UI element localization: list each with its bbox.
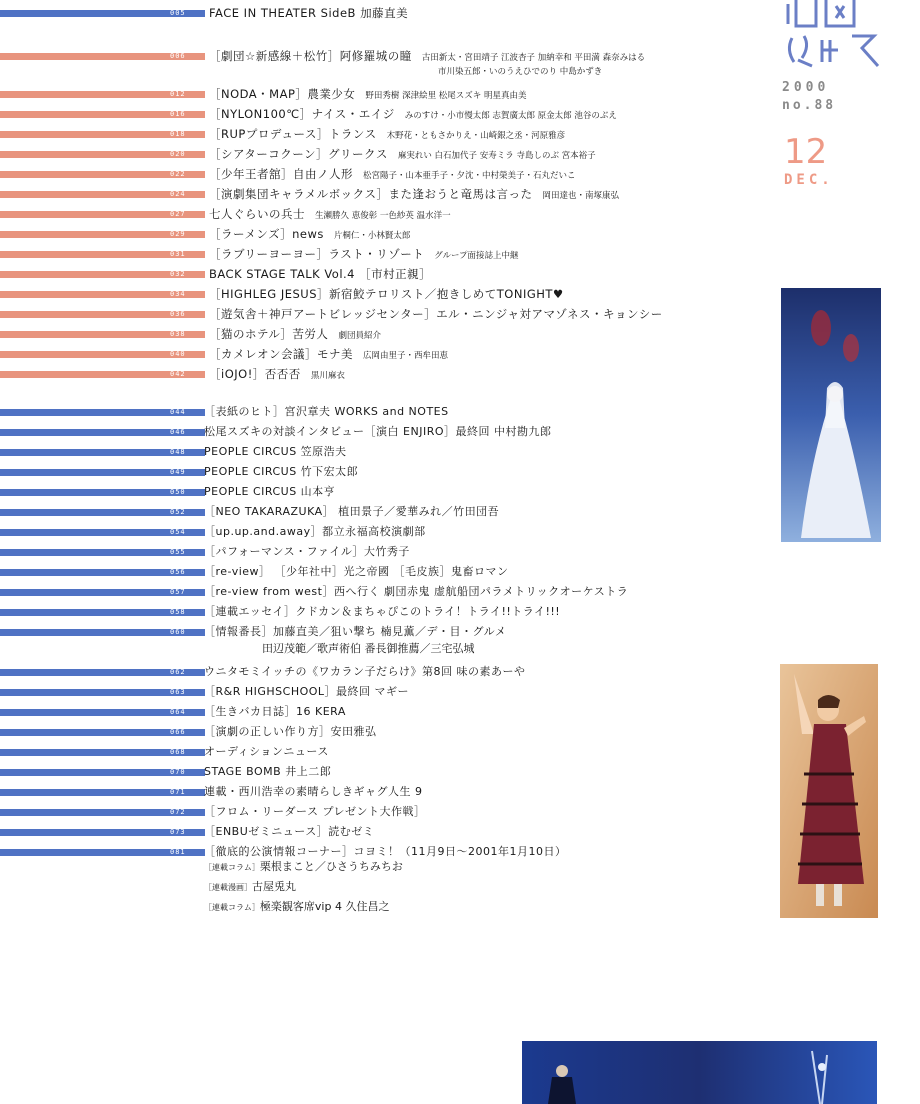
page-number: 055: [170, 548, 186, 556]
page-number: 038: [170, 330, 186, 338]
toc-entry[interactable]: [0, 762, 770, 782]
entry-title: ［生きバカ日誌］16 KERA: [204, 705, 346, 718]
toc-entry[interactable]: [0, 344, 770, 364]
entry-title-text: BACK STAGE TALK Vol.4 ［市村正親］: [209, 267, 432, 281]
page-number: 070: [170, 768, 186, 776]
entry-title: ［フロム・リーダース プレゼント大作戦］: [204, 805, 426, 818]
toc-entry[interactable]: [0, 682, 770, 702]
page-number: 044: [170, 408, 186, 416]
entry-title: [209, 86, 527, 104]
column-tag: ［連載漫画］: [204, 883, 252, 892]
entry-title: [209, 346, 448, 364]
toc-entry[interactable]: [0, 602, 770, 622]
toc-entry[interactable]: [0, 304, 770, 324]
column-tag: ［連載コラム］: [204, 863, 260, 872]
toc-entry[interactable]: [0, 722, 770, 742]
entry-title: [209, 226, 410, 244]
toc-entry[interactable]: [0, 324, 770, 344]
page-number: 073: [170, 828, 186, 836]
issue-number: no.88: [782, 98, 837, 113]
entry-title: ［ENBUゼミニュース］読むゼミ: [204, 825, 375, 838]
toc-entry[interactable]: [0, 184, 770, 204]
entry-title: ［NEO TAKARAZUKA］ 植田景子／愛華みれ／竹田団吾: [204, 505, 500, 518]
entry-credits: 劇団員紹介: [338, 331, 381, 341]
toc-entry[interactable]: [0, 522, 770, 542]
page-number: 046: [170, 428, 186, 436]
entry-credits: 麻実れい 白石加代子 安寿ミラ 寺島しのぶ 宮本裕子: [397, 151, 596, 161]
stage-photo-ghost[interactable]: [781, 288, 881, 542]
entry-title-text: ［iOJO!］否否否: [209, 367, 301, 381]
credits-continuation: 田辺茂範／歌声術伯 番長御推薦／三宅弘城: [262, 642, 475, 655]
toc-entry[interactable]: [0, 244, 770, 264]
page-number: 029: [170, 230, 186, 238]
toc-entry[interactable]: [0, 582, 770, 602]
entry-credits: 広岡由里子・西牟田恵: [363, 351, 449, 361]
toc-entry[interactable]: [0, 144, 770, 164]
toc-entry[interactable]: [0, 204, 770, 224]
toc-entry[interactable]: [0, 284, 770, 304]
entry-title: ［演劇の正しい作り方］安田雅弘: [204, 725, 377, 738]
entry-title: [209, 286, 574, 304]
masthead: [780, 0, 920, 200]
page-number: 049: [170, 468, 186, 476]
entry-title: [209, 186, 619, 204]
entry-title-text: ［HIGHLEG JESUS］新宿鮫テロリスト／抱きしめてTONIGHT♥: [209, 287, 564, 301]
page-number: 066: [170, 728, 186, 736]
entry-credits: 片桐仁・小林賢太郎: [333, 231, 411, 241]
serial-column-entry[interactable]: [204, 899, 389, 916]
issue-month-number: 12: [784, 132, 828, 172]
entry-title: [209, 266, 441, 284]
entry-title: [209, 106, 617, 124]
page-number: 024: [170, 190, 186, 198]
entry-title: [209, 306, 673, 324]
page-number: 068: [170, 748, 186, 756]
page-number: 042: [170, 370, 186, 378]
page-number: 057: [170, 588, 186, 596]
toc-entry[interactable]: [0, 782, 770, 802]
entry-credits: 古田新太・宮田靖子 江波杏子 加納幸和 平田満 森奈みはる: [421, 53, 646, 63]
entry-credits: 黒川麻衣: [310, 371, 345, 381]
entry-title: [209, 48, 645, 66]
page-number: 036: [170, 310, 186, 318]
page-number: 040: [170, 350, 186, 358]
page-number: 032: [170, 270, 186, 278]
entry-title: ［re-view from west］西へ行く 劇団赤鬼 虚航船団パラメトリックオーケストラ: [204, 585, 629, 598]
entry-title-text: ［シアターコクーン］グリークス: [209, 147, 388, 161]
entry-title-text: ［ラブリーヨーヨー］ラスト・リゾート: [209, 247, 425, 261]
entry-title: ［連載エッセイ］クドカン＆まちゃぴこのトライ！トライ!!トライ!!!: [204, 605, 561, 618]
toc-entry[interactable]: [0, 224, 770, 244]
toc-entry[interactable]: [0, 502, 770, 522]
toc-entry[interactable]: [0, 742, 770, 762]
entry-credits: みのすけ・小市慢太郎 志賀廣太郎 原金太郎 池谷のぶえ: [404, 111, 617, 121]
toc-entry[interactable]: [0, 562, 770, 582]
entry-title: オーディションニュース: [204, 745, 329, 758]
page-number: 018: [170, 130, 186, 138]
page-number: 052: [170, 508, 186, 516]
page-number: 072: [170, 808, 186, 816]
entry-title: PEOPLE CIRCUS 笠原浩夫: [204, 445, 347, 458]
toc-entry[interactable]: [0, 442, 770, 462]
toc-entry[interactable]: [0, 802, 770, 822]
entry-title-text: ［ラーメンズ］news: [209, 227, 324, 241]
entry-title-text: ［NYLON100℃］ナイス・エイジ: [209, 107, 395, 121]
entry-title-text: ［演劇集団キャラメルボックス］また逢おうと竜馬は言った: [209, 187, 533, 201]
entry-title: [209, 206, 451, 224]
toc-row-top[interactable]: [0, 3, 770, 23]
toc-entry[interactable]: [0, 124, 770, 144]
entry-credits: 岡田達也・南塚康弘: [542, 191, 620, 201]
toc-entry[interactable]: [0, 622, 770, 642]
entry-title: PEOPLE CIRCUS 山本亨: [204, 485, 336, 498]
page-number: 071: [170, 788, 186, 796]
entry-title: ［徹底的公演情報コーナー］コヨミ！（11月9日～2001年1月10日）: [204, 845, 567, 858]
entry-title: [209, 146, 596, 164]
entry-credits: 生瀬勝久 恵俊彰 一色紗英 温水洋一: [315, 211, 451, 221]
column-text: 栗根まこと／ひさうちみちお: [259, 860, 403, 873]
toc-entry[interactable]: [0, 482, 770, 502]
toc-entry[interactable]: [0, 822, 770, 842]
entry-title: FACE IN THEATER SideB 加藤直美: [209, 6, 409, 20]
magazine-logo: [782, 0, 886, 72]
entry-title: [209, 366, 345, 384]
issue-year: 2000: [782, 80, 830, 95]
page-number: 062: [170, 668, 186, 676]
page-number: 081: [170, 848, 186, 856]
entry-title: ［R&R HIGHSCHOOL］最終回 マギー: [204, 685, 410, 698]
entry-credits: 松宮陽子・山本亜手子・夕沈・中村榮美子・石丸だいこ: [363, 171, 576, 181]
stage-photo-performer[interactable]: [780, 664, 878, 918]
stage-photo-bottom[interactable]: [522, 1041, 877, 1104]
page-number: 058: [170, 608, 186, 616]
page-number: 034: [170, 290, 186, 298]
toc-entry[interactable]: [0, 662, 770, 682]
toc-entry[interactable]: [0, 462, 770, 482]
column-tag: ［連載コラム］: [204, 903, 260, 912]
entry-title: ［re-view］ ［少年社中］光之帝國 ［毛皮族］鬼畜ロマン: [204, 565, 509, 578]
serial-column-entry[interactable]: [204, 879, 296, 896]
column-text: 古屋兎丸: [252, 880, 296, 893]
serial-column-entry[interactable]: [204, 859, 403, 876]
entry-title: [209, 326, 381, 344]
entry-title-text: ［遊気舎＋神戸アートビレッジセンター］エル・ニンジャ対アマゾネス・キョンシー: [209, 307, 663, 321]
entry-title: 連載・西川浩幸の素晴らしきギャグ人生 9: [204, 785, 423, 798]
page-number: 027: [170, 210, 186, 218]
toc-entry[interactable]: [0, 422, 770, 442]
entry-title-text: ［劇団☆新感線＋松竹］阿修羅城の瞳: [209, 49, 412, 63]
toc-entry[interactable]: [0, 104, 770, 124]
entry-title: ［パフォーマンス・ファイル］大竹秀子: [204, 545, 410, 558]
page-number: 063: [170, 688, 186, 696]
page-number: 056: [170, 568, 186, 576]
credits-continuation: 市川染五郎・いのうえひでのり 中島かずき: [438, 67, 603, 77]
entry-title: ［up.up.and.away］都立永福高校演劇部: [204, 525, 426, 538]
entry-title: PEOPLE CIRCUS 竹下宏太郎: [204, 465, 359, 478]
page-number: 064: [170, 708, 186, 716]
entry-title-text: ［少年王者舘］自由ノ人形: [209, 167, 353, 181]
toc-entry[interactable]: [0, 702, 770, 722]
entry-title: ［情報番長］加藤直美／狙い撃ち 楠見薫／デ・目・グルメ: [204, 625, 507, 638]
toc-entry[interactable]: [0, 542, 770, 562]
toc-entry[interactable]: [0, 364, 770, 384]
toc-entry[interactable]: [0, 84, 770, 104]
page-number: 060: [170, 628, 186, 636]
page-number: 020: [170, 150, 186, 158]
entry-title: [209, 126, 565, 144]
column-text: 極楽観客席vip 4 久住昌之: [259, 900, 390, 913]
entry-title: STAGE BOMB 井上二郎: [204, 765, 332, 778]
page-number: 016: [170, 110, 186, 118]
page-number: 022: [170, 170, 186, 178]
page-number: 005: [170, 9, 186, 17]
entry-title-text: ［NODA・MAP］農業少女: [209, 87, 356, 101]
entry-title: ウニタモミイッチの《ワカラン子だらけ》第8回 味の素あーや: [204, 665, 526, 678]
entry-credits: 木野花・ともさかりえ・山崎銀之丞・河原雅彦: [386, 131, 566, 141]
page-number: 006: [170, 52, 186, 60]
entry-title-text: ［RUPプロデュース］トランス: [209, 127, 377, 141]
entry-credits: 野田秀樹 深津絵里 松尾スズキ 明星真由美: [365, 91, 527, 101]
entry-title-text: 七人ぐらいの兵士: [209, 207, 305, 221]
entry-title: [209, 166, 576, 184]
page-number: 054: [170, 528, 186, 536]
page-number: 048: [170, 448, 186, 456]
page-number: 050: [170, 488, 186, 496]
toc-entry[interactable]: [0, 46, 770, 66]
entry-title: [209, 246, 519, 264]
issue-month-name: DEC.: [784, 172, 834, 188]
entry-title: 松尾スズキの対談インタビュー［演白 ENJIRO］最終回 中村勘九郎: [204, 425, 552, 438]
entry-credits: グループ面接誌上中継: [434, 251, 519, 261]
entry-title-text: ［猫のホテル］苦労人: [209, 327, 329, 341]
toc-entry[interactable]: [0, 402, 770, 422]
toc-entry[interactable]: [0, 264, 770, 284]
page-number: 012: [170, 90, 186, 98]
page-number: 031: [170, 250, 186, 258]
entry-title-text: ［カメレオン会議］モナ美: [209, 347, 353, 361]
entry-title: ［表紙のヒト］宮沢章夫 WORKS and NOTES: [204, 405, 449, 418]
toc-entry[interactable]: [0, 164, 770, 184]
